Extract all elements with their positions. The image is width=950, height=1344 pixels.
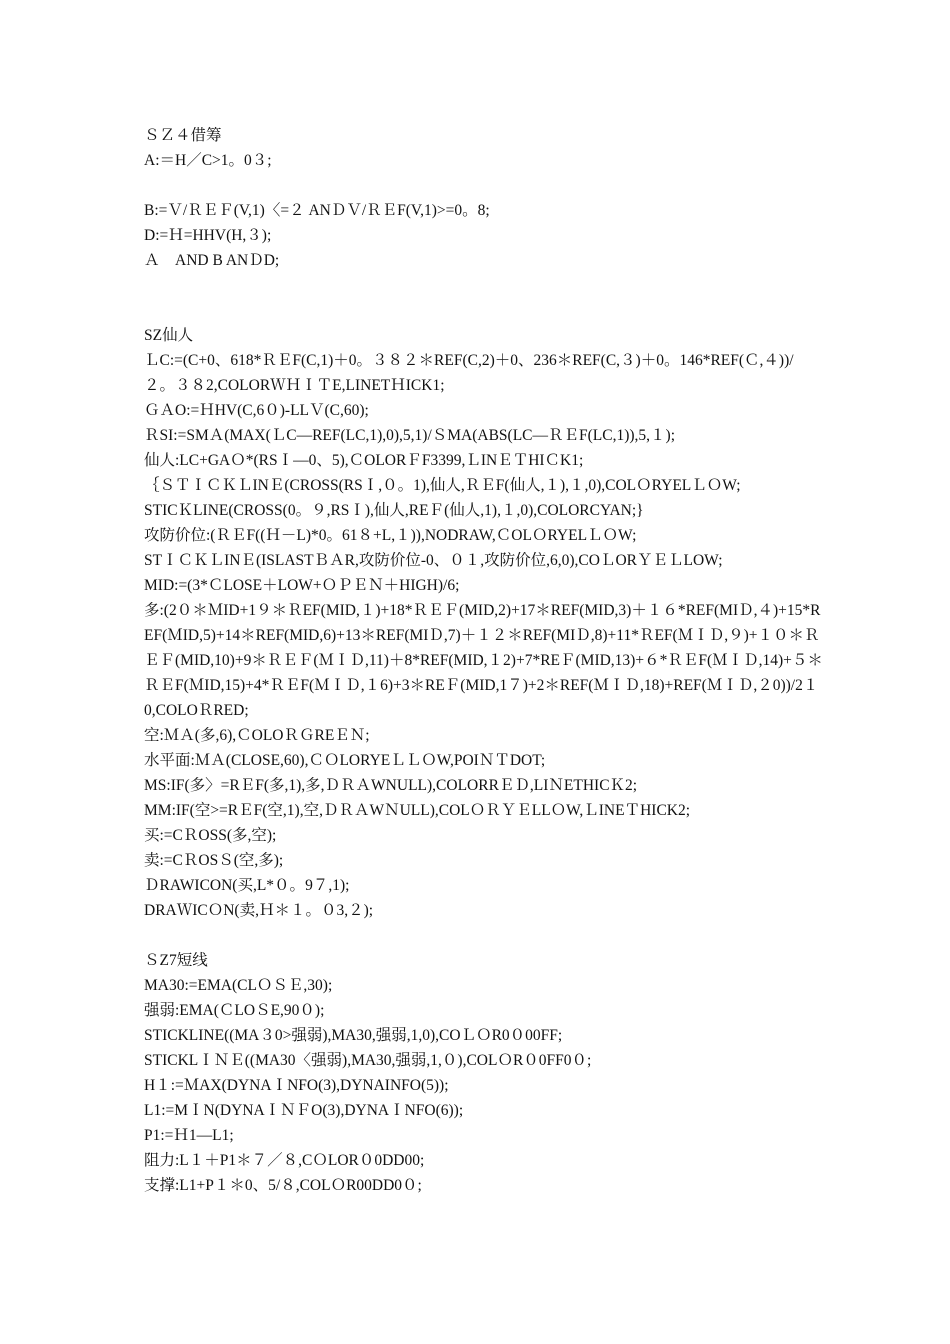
code-line: 水平面:ＭＡ(CLOSE,60),ＣＯLORYEＬＬＯW,POIＮＴDOT; xyxy=(144,752,546,769)
code-line: 强弱:EMA(ＣLOＳE,90０); xyxy=(144,1002,325,1019)
code-line: MM:IF(空>=RＥF(空,1),空,ＤＲＡWＮULL),COLＯＲＹＥLLＯW,ＬINEＴHICK2; xyxy=(144,802,691,819)
code-line: STＩＣＫＬINＥ(ISLASTＢＡR,攻防价位-0、０１,攻防价位,6,0),COＬORＹＥＬLOW; xyxy=(144,552,723,569)
section-sz-xianren xyxy=(144,323,824,923)
section-sz4 xyxy=(144,123,824,273)
code-line: 买:=CＲOSS(多,空); xyxy=(144,827,277,844)
section-sz7-short xyxy=(144,948,824,1198)
code-line: 攻防价位:(ＲＥF((Ｈ－L)*0。61８+L,１)),NODRAW,ＣOLＯRYELＬＯW; xyxy=(144,527,637,544)
section-gap xyxy=(144,923,824,948)
code-line: L1:=MＩN(DYNAＩＮＦO(3),DYNAＩNFO(6)); xyxy=(144,1102,464,1119)
code-line: P1:=Ｈ1—L1; xyxy=(144,1127,234,1144)
code-line: ＤRAWICON(买,L*０。9７,1); xyxy=(144,877,350,894)
code-line: MA30:=EMA(CLＯＳＥ,30); xyxy=(144,977,333,994)
section-gap xyxy=(144,273,824,323)
code-line: 空:ＭＡ(多,6),ＣOLOＲＧREＥＮ; xyxy=(144,727,370,744)
code-line: H１:=ＭAX(DYNAＩNFO(3),DYNAINFO(5)); xyxy=(144,1077,449,1094)
code-line: Ａ AND B ANＤD; xyxy=(144,252,280,269)
code-line: ｛ＳＴＩＣＫＬINＥ(CROSS(RSＩ,０。1),仙人,ＲＥF(仙人,１),１,0),COLＯRYELＬＯW; xyxy=(144,477,741,494)
code-line: STICKLＩＮＥ((MA30〈强弱),MA30,强弱,1,０),COLＯR０0FF0０; xyxy=(144,1052,592,1069)
code-line: 阻力:L１＋P1＊７／８,CＯLOR０0DD00; xyxy=(144,1152,425,1169)
code-line: A:＝H／C>1。0３; xyxy=(144,152,272,169)
code-line: ＬC:=(C+0、618*ＲＥF(C,1)＋0。３８２＊REF(C,2)＋0、236＊REF(C,３)＋0。146*REF(Ｃ,４))/２。３８2,COLORＷＨＩＴE,LINETＨICK1; xyxy=(144,352,794,394)
code-line: 仙人:LC+GAＯ*(RSＩ—0、5),ＣOLORＦF3399,ＬINＥＴHIＣK1; xyxy=(144,452,584,469)
section-title: SZ仙人 xyxy=(144,327,194,344)
code-line: MS:IF(多〉=RＥF(多,1),多,ＤＲＡWNULL),COLORRＥＤ,LIＮETHICＫ2; xyxy=(144,777,638,794)
code-line: ＧＡO:=ＨHV(C,6０)-LLＶ(C,60); xyxy=(144,402,369,419)
code-line: D:=Ｈ=HHV(H,３); xyxy=(144,227,272,244)
code-line: 多:(2０＊ＭID+1９＊ＲEF(MID,１)+18*ＲＥＦ(MID,2)+17＊REF(MID,3)＋１６*REF(MIＤ,４)+15*REF(ＭID,5)+14＊REF(MID,6)+13＊REF(MIＤ,7)＋１２＊REF(MIＤ,8)+11*ＲEF(ＭＩＤ,９)+１０＊ＲＥＦ(MID,10)+9＊ＲＥＦ(ＭＩＤ,11)＋8*REF(MID,１2)+7*REＦ(MID,13)+６*ＲＥF(ＭＩＤ,14)+５＊ＲＥF(ＭID,15)+4*ＲＥF(ＭＩＤ,１6)+3＊REＦ(MID,1７)+2＊REF(ＭＩＤ,18)+REF(ＭＩＤ,２0))/2１0,COLOＲRED; xyxy=(144,602,823,719)
blank-line xyxy=(144,173,824,198)
code-line: DRAＷICＯN(卖,Ｈ＊１。０3,２); xyxy=(144,902,374,919)
code-line: ＲSI:=SMＡ(MAX(ＬC—REF(LC,1),0),5,1)/ＳMA(ABS(LC—ＲＥF(LC,1)),5,１); xyxy=(144,427,676,444)
section-title: ＳＺ４借筹 xyxy=(144,127,222,144)
code-line: STICＫLINE(CROSS(0。９,RSＩ),仙人,REＦ(仙人,1),１,0),COLORCYAN;} xyxy=(144,502,644,519)
document-body xyxy=(144,123,824,1198)
code-line: 支撑:L1+P１＊0、5/８,COLＯR00DD0０; xyxy=(144,1177,422,1194)
code-line: B:=Ｖ/ＲＥＦ(V,1)〈=２ ANＤＶ/ＲＥF(V,1)>=0。8; xyxy=(144,202,490,219)
code-line: MID:=(3*ＣLOSE＋LOW+ＯＰＥＮ＋HIGH)/6; xyxy=(144,577,460,594)
code-line: STICKLINE((MA３0>强弱),MA30,强弱,1,0),COＬＯR0０00FF; xyxy=(144,1027,563,1044)
code-line: 卖:=CＲOSＳ(空,多); xyxy=(144,852,284,869)
section-title: ＳZ7短线 xyxy=(144,952,208,969)
